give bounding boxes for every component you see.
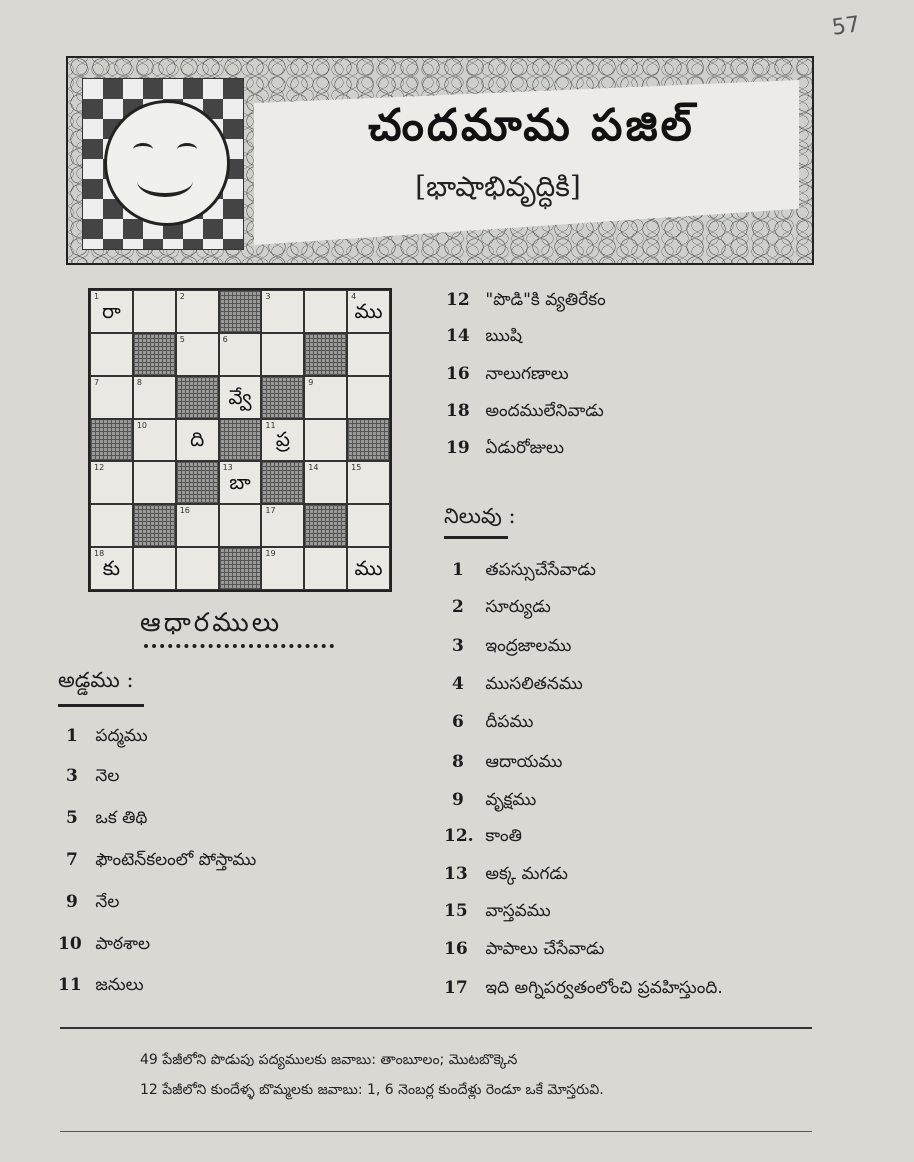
grid-cell-blocked <box>304 504 347 547</box>
grid-cell-blocked <box>219 290 262 333</box>
grid-cell[interactable] <box>176 333 219 376</box>
grid-cell[interactable] <box>90 547 133 590</box>
grid-cell[interactable] <box>219 461 262 504</box>
grid-cell-blocked <box>133 333 176 376</box>
down-clue: 1 తపస్సుచేసేవాడు <box>452 560 596 580</box>
grid-cell-number: 12 <box>94 463 105 473</box>
grid-cell[interactable] <box>304 547 347 590</box>
across-underline <box>58 704 144 707</box>
grid-cell[interactable] <box>176 290 219 333</box>
grid-cell[interactable] <box>261 504 304 547</box>
footer-divider <box>60 1027 812 1029</box>
grid-cell[interactable] <box>133 461 176 504</box>
grid-cell[interactable] <box>304 376 347 419</box>
grid-cell-number: 7 <box>94 377 100 387</box>
down-clue: 6 దీపము <box>452 712 534 732</box>
title-dotted-underline <box>144 644 334 648</box>
grid-cell[interactable] <box>347 333 390 376</box>
down-heading: నిలువు : <box>444 504 516 528</box>
across-clue: 10 పాఠశాల <box>58 934 151 954</box>
down-clue: 2 సూర్యుడు <box>452 597 551 617</box>
grid-cell[interactable] <box>304 461 347 504</box>
grid-cell-blocked <box>219 547 262 590</box>
across-clue: 12 "పొడి"కి వ్యతిరేకం <box>446 290 606 310</box>
grid-cell-number: 4 <box>351 292 357 301</box>
grid-cell-number: 13 <box>222 463 233 473</box>
down-clue: 4 ముసలితనము <box>452 674 583 694</box>
grid-cell-number: 19 <box>265 549 276 559</box>
grid-cell-blocked <box>176 461 219 504</box>
grid-cell[interactable] <box>347 547 390 590</box>
grid-cell[interactable] <box>176 504 219 547</box>
grid-cell[interactable] <box>90 461 133 504</box>
grid-cell[interactable] <box>261 290 304 333</box>
grid-cell-blocked <box>304 333 347 376</box>
down-clue: 12. కాంతి <box>444 826 522 846</box>
across-clue: 14 ఋషి <box>446 326 523 346</box>
across-clue: 9 నేల <box>66 892 120 912</box>
across-clue: 5 ఒక తిథి <box>66 808 148 828</box>
grid-cell-letter: ది <box>190 427 205 452</box>
grid-cell[interactable] <box>261 547 304 590</box>
grid-cell[interactable] <box>133 547 176 590</box>
grid-cell-number: 6 <box>222 334 228 344</box>
down-clue: 16 పాపాలు చేసేవాడు <box>444 939 605 959</box>
bottom-divider <box>60 1131 812 1132</box>
grid-cell[interactable] <box>133 376 176 419</box>
grid-cell[interactable] <box>90 376 133 419</box>
down-clue: 9 వృక్షము <box>452 790 537 810</box>
grid-cell-letter: ము <box>354 556 383 580</box>
grid-cell-number: 1 <box>94 292 100 301</box>
grid-cell-number: 8 <box>136 377 142 387</box>
grid-cell-letter: కు <box>102 556 121 580</box>
grid-cell[interactable] <box>90 333 133 376</box>
clues-title: ఆధారములు <box>140 608 283 638</box>
grid-cell-blocked <box>90 419 133 462</box>
grid-cell[interactable] <box>133 290 176 333</box>
grid-cell[interactable] <box>347 290 390 333</box>
grid-cell-blocked <box>133 504 176 547</box>
grid-cell[interactable] <box>219 504 262 547</box>
down-clue: 13 అక్క మగడు <box>444 864 568 884</box>
grid-cell[interactable] <box>176 419 219 462</box>
grid-cell-blocked <box>347 419 390 462</box>
grid-cell[interactable] <box>347 504 390 547</box>
grid-cell-number: 2 <box>179 292 185 301</box>
grid-cell-letter: వ్వే <box>228 384 252 409</box>
grid-cell-blocked <box>261 461 304 504</box>
down-clue: 8 ఆదాయము <box>452 752 563 772</box>
down-clue: 3 ఇంద్రజాలము <box>452 636 572 656</box>
grid-cell[interactable] <box>261 333 304 376</box>
grid-cell-number: 11 <box>265 420 276 430</box>
grid-cell-number: 18 <box>94 549 105 559</box>
grid-cell-number: 5 <box>179 334 185 344</box>
grid-cell[interactable] <box>304 419 347 462</box>
across-clue: 3 నెల <box>66 766 120 786</box>
across-heading: అడ్డము : <box>58 668 134 692</box>
across-clue: 11 జనులు <box>58 975 144 995</box>
across-clue: 16 నాలుగణాలు <box>446 364 569 384</box>
grid-cell[interactable] <box>176 547 219 590</box>
grid-cell[interactable] <box>219 333 262 376</box>
grid-cell-number: 14 <box>308 463 319 473</box>
grid-cell-number: 16 <box>179 506 190 516</box>
grid-cell[interactable] <box>133 419 176 462</box>
grid-cell[interactable] <box>219 376 262 419</box>
grid-cell-letter: ము <box>354 298 383 323</box>
grid-cell[interactable] <box>90 290 133 333</box>
grid-cell[interactable] <box>261 419 304 462</box>
grid-cell[interactable] <box>304 290 347 333</box>
grid-cell-blocked <box>176 376 219 419</box>
grid-cell-letter: రా <box>102 298 121 323</box>
across-clue: 19 ఏడురోజులు <box>446 438 564 458</box>
page-corner-mark: 57 <box>830 12 862 41</box>
grid-cell-number: 3 <box>265 292 271 301</box>
grid-cell-blocked <box>219 419 262 462</box>
grid-cell-number: 9 <box>308 377 314 387</box>
across-clue: 1 పద్మము <box>66 726 148 746</box>
down-underline <box>444 536 508 539</box>
banner-title: చందమామ పజిల్ <box>368 100 695 151</box>
footnote-riddle-answer: 49 పేజీలోని పొడుపు పద్యములకు జవాబు: తాంబూలం; మొటబొక్కెన <box>140 1052 518 1068</box>
grid-cell[interactable] <box>347 376 390 419</box>
grid-cell[interactable] <box>347 461 390 504</box>
grid-cell-number: 15 <box>351 463 362 473</box>
grid-cell-blocked <box>261 376 304 419</box>
across-clue: 7 ఫౌంటెన్‌కలంలో పోస్తాము <box>66 850 257 870</box>
puzzle-banner <box>66 56 814 265</box>
grid-cell[interactable] <box>90 504 133 547</box>
crossword-grid <box>88 288 392 592</box>
grid-cell-letter: బా <box>229 470 251 495</box>
grid-cell-number: 17 <box>265 506 276 516</box>
grid-cell-number: 10 <box>136 420 148 430</box>
down-clue: 15 వాస్తవము <box>444 901 551 921</box>
down-clue: 17 ఇది అగ్నిపర్వతంలోంచి ప్రవహిస్తుంది. <box>444 978 723 998</box>
moon-face-icon <box>104 100 230 226</box>
banner-subtitle: [భాషాభివృద్ధికి] <box>415 170 581 203</box>
footnote-rabbit-answer: 12 పేజీలోని కుందేళ్ళ బొమ్మలకు జవాబు: 1, 6 నెంబర్ల కుందేళ్లు రెండూ ఒకే మోస్తరువి. <box>140 1082 604 1098</box>
across-clue: 18 అందములేనివాడు <box>446 401 604 421</box>
grid-cell-letter: ప్ర <box>275 427 290 452</box>
